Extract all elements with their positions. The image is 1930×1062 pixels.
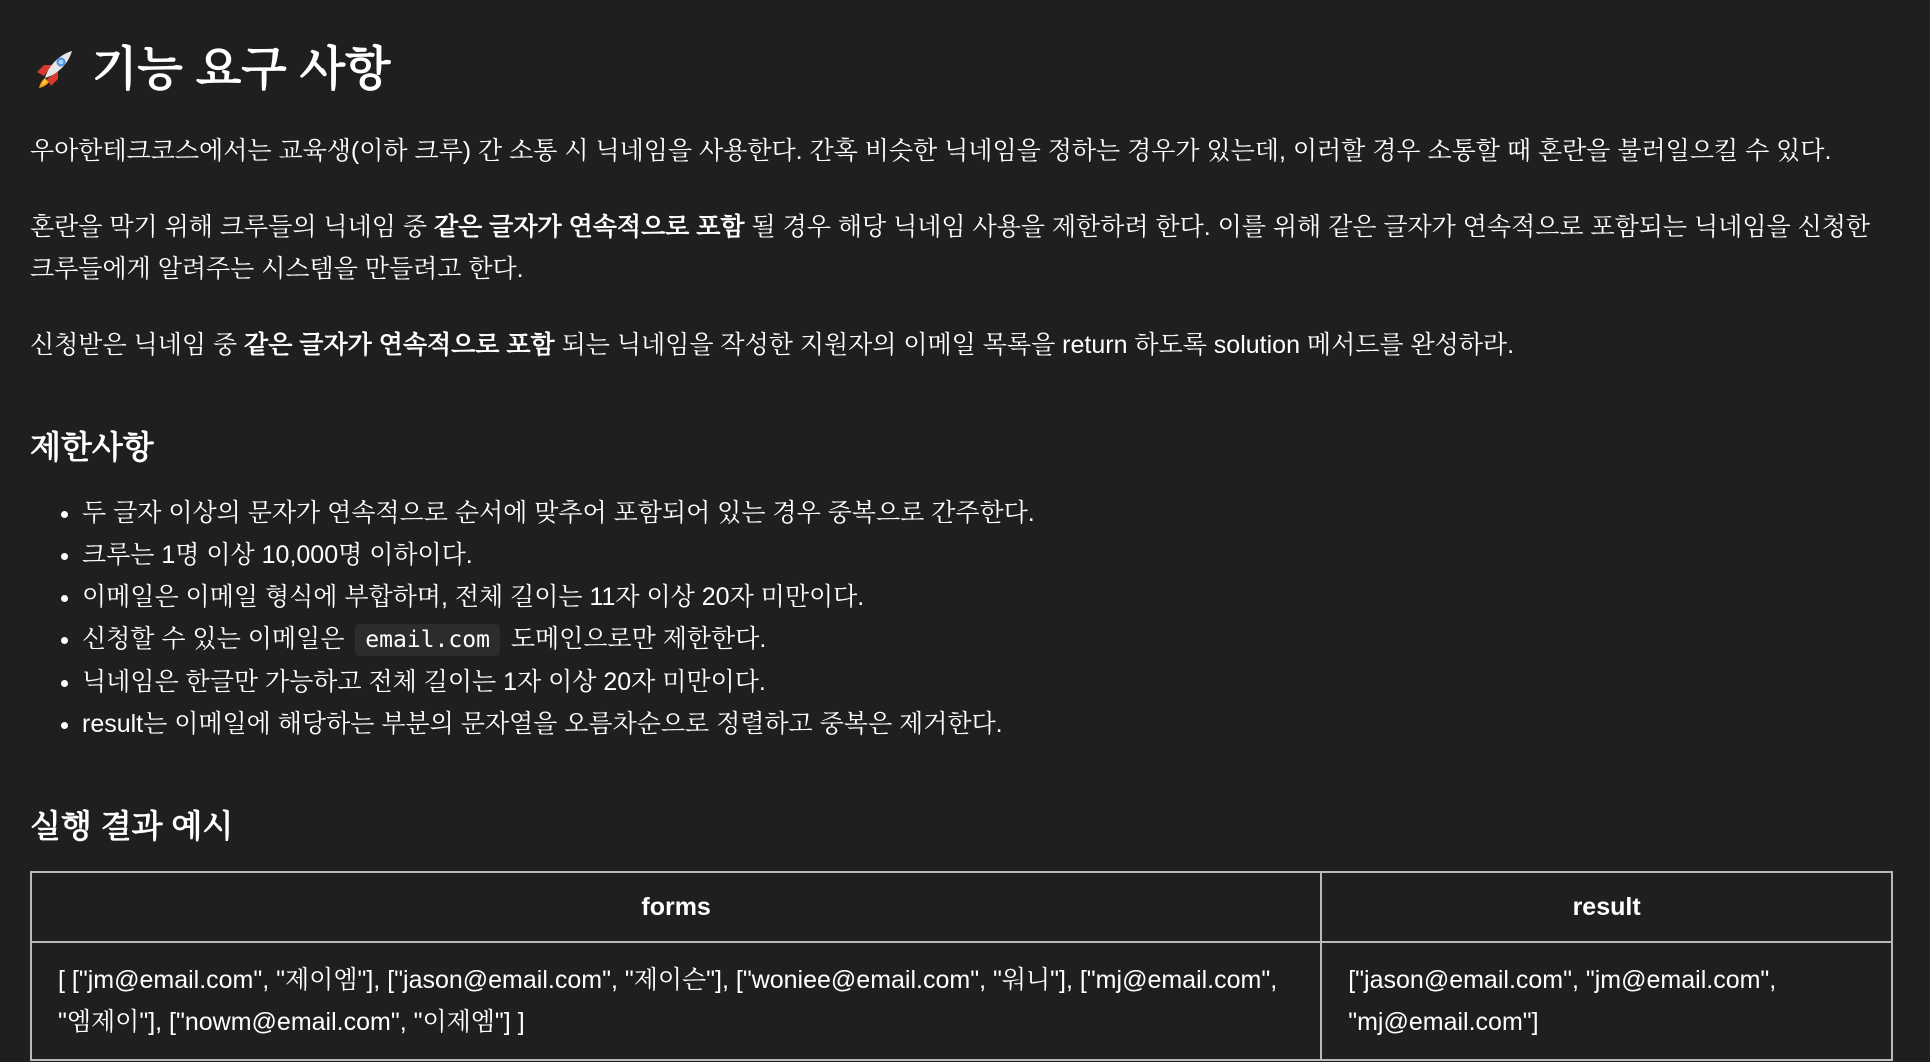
constraint-item: • 크루는 1명 이상 10,000명 이하이다. [82, 534, 1900, 576]
email-domain-code: email.com [355, 624, 500, 656]
table-row [31, 942, 1892, 1060]
intro-p2-text-before: 혼란을 막기 위해 크루들의 닉네임 중 [30, 213, 434, 241]
constraints-heading: 제한사항 [30, 429, 154, 465]
forms-cell: [ ["jm@email.com", "제이엠"], ["jason@email.com", "제이슨"], ["woniee@email.com", "워니"], ["mj@email.com", "엠제이"], ["nowm@email.com", "이제엠"] ] [31, 942, 1321, 1060]
intro-p2-emphasis: 같은 글자가 연속적으로 포함 [433, 213, 745, 241]
intro-p3-text-after: 되는 닉네임을 작성한 지원자의 이메일 목록을 return 하도록 solution 메서드를 완성하라. [554, 331, 1515, 359]
constraint-item: • 닉네임은 한글만 가능하고 전체 길이는 1자 이상 20자 미만이다. [82, 661, 1900, 703]
example-heading: 실행 결과 예시 [30, 808, 234, 844]
rocket-icon-graphic [30, 45, 78, 93]
table-header-row [31, 872, 1892, 942]
constraint-item: • 이메일은 이메일 형식에 부합하며, 전체 길이는 11자 이상 20자 미만이다. [82, 576, 1900, 618]
rocket-icon [30, 45, 78, 93]
page-title [30, 38, 1900, 100]
intro-paragraph-3 [30, 324, 1900, 366]
constraint-domain-after: 도메인으로만 제한한다. [503, 625, 767, 653]
intro-p3-text-before: 신청받은 닉네임 중 [30, 331, 245, 359]
constraints-list [30, 492, 1900, 745]
constraint-item: • 두 글자 이상의 문자가 연속적으로 순서에 맞추어 포함되어 있는 경우 중복으로 간주한다. [82, 492, 1900, 534]
constraint-item-domain [82, 618, 1900, 661]
page-title-text: 기능 요구 사항 [92, 42, 391, 95]
intro-paragraph-2 [30, 206, 1900, 290]
intro-paragraph-1: 우아한테크코스에서는 교육생(이하 크루) 간 소통 시 닉네임을 사용한다. 간혹 비슷한 닉네임을 정하는 경우가 있는데, 이러할 경우 소통할 때 혼란을 불러일으킬 수 있다. [30, 137, 1832, 165]
example-table [30, 871, 1893, 1061]
forms-column-header: forms [31, 872, 1321, 942]
intro-p3-emphasis: 같은 글자가 연속적으로 포함 [244, 331, 555, 359]
result-column-header: result [1321, 872, 1892, 942]
result-cell: ["jason@email.com", "jm@email.com", "mj@email.com"] [1321, 942, 1892, 1060]
constraint-domain-before: 신청할 수 있는 이메일은 [82, 625, 352, 653]
intro-p2-text-after: 될 경우 해당 닉네임 사용을 제한하려 한다. 이를 위해 같은 글자가 연속적으로 포함되는 닉네임을 신청한 크루들에게 알려주는 시스템을 만들려고 한다. [30, 213, 1871, 283]
constraint-item: • result는 이메일에 해당하는 부분의 문자열을 오름차순으로 정렬하고 중복은 제거한다. [82, 703, 1900, 745]
